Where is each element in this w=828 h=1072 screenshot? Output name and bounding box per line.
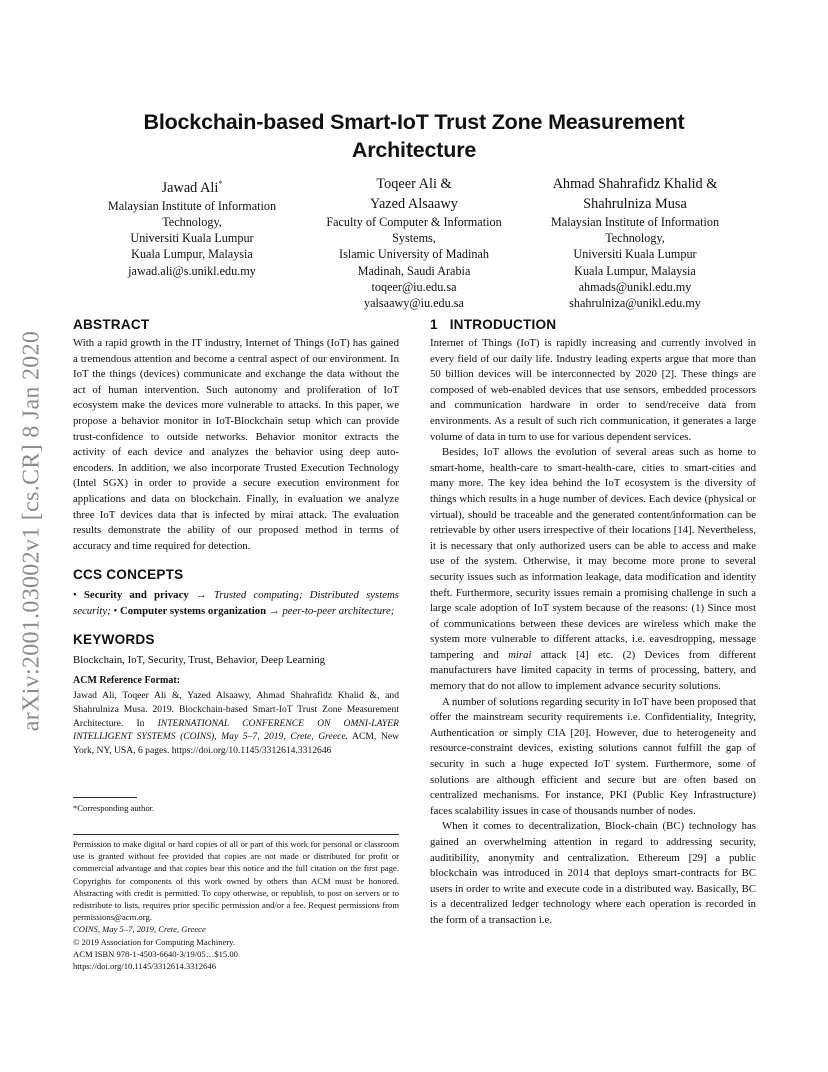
conference-venue: COINS, May 5–7, 2019, Crete, Greece — [73, 924, 206, 935]
author-affiliation: Technology, — [605, 231, 665, 246]
permission-block — [73, 838, 399, 972]
abstract-heading: ABSTRACT — [73, 317, 150, 332]
permission-rule — [73, 834, 399, 835]
author-location: Kuala Lumpur, Malaysia — [131, 247, 253, 262]
author-email[interactable]: ahmads@unikl.edu.my — [578, 279, 692, 294]
keywords-heading: KEYWORDS — [73, 631, 155, 647]
corresponding-author-footnote: *Corresponding author. — [73, 803, 155, 813]
corresponding-mark: * — [218, 179, 223, 188]
paper-title — [0, 108, 828, 164]
ccs-subconcept-1: Trusted computing; Distributed systems security; — [73, 589, 399, 617]
author-affiliation: Malaysian Institute of Information — [550, 215, 720, 229]
ccs-bullet: • — [73, 589, 77, 602]
ccs-concepts — [73, 588, 399, 619]
author-block-2 — [308, 174, 520, 311]
author-university: Universiti Kuala Lumpur — [573, 247, 697, 262]
author-affiliation: Faculty of Computer & Information — [326, 215, 502, 229]
abstract-text: With a rapid growth in the IT industry, Internet of Things (IoT) has gained a tremendous attention and become a central aspect of our environment. In IoT the things (devices) communicate and exchange the data without the act of human intervention. Such autonomy and proliferation of IoT ecosystem make the devices more vulnerable to attacks. In this paper, we propose a behavior monitor in IoT-Blockchain setup which can provide trust-confidence to outside networks. Behavior monitor extracts the activity of each device and analyzes the behavior using deep auto-encoders. In addition, we also incorporate Trusted Execution Technology (Intel SGX) in order to provide a secure execution environment for applications and data on blockchain. Finally, in evaluation we analyze three IoT devices data that is infected by mirai attack. The evaluation results demonstrate the ability of our proposed method in terms of accuracy and time required for detection. — [73, 337, 399, 552]
acm-reference: Jawad Ali, Toqeer Ali &, Yazed Alsaawy, Ahmad Shahrafidz Khalid &, and Shahrulniza Musa. 2019. Blockchain-based Smart-IoT Trust Zone Measurement Architecture. In INTERNATIONAL CONFERENCE ON OMNI-LAYER INTELLIGENT SYSTEMS (COINS), May 5–7, 2019, Crete, Greece. ACM, New York, NY, USA, 6 pages. https://doi.org/10.1145/3312614.3312646 — [73, 690, 399, 757]
footnote-rule — [73, 797, 137, 798]
section-number: 1 — [430, 317, 438, 332]
author-location: Madinah, Saudi Arabia — [357, 263, 471, 278]
author-email[interactable]: toqeer@iu.edu.sa — [371, 279, 457, 294]
right-column — [430, 316, 756, 929]
isbn-text: ACM ISBN 978-1-4503-6640-3/19/05…$15.00 — [73, 948, 238, 959]
author-name: Ahmad Shahrafidz Khalid & — [552, 176, 718, 192]
author-name: Jawad Ali* — [161, 179, 223, 196]
author-name: Toqeer Ali & — [376, 176, 452, 192]
author-email[interactable]: jawad.ali@s.unikl.edu.my — [128, 263, 256, 278]
author-affiliation: Systems, — [392, 231, 436, 246]
permission-text: Permission to make digital or hard copies of all or part of this work for personal or classroom use is granted without fee provided that copies are not made or distributed for profit or commercial advantage and that copies bear this notice and the full citation on the first page. Copyrights for components of this work owned by others than ACM must be honored. Abstracting with credit is permitted. To copy otherwise, or republish, to post on servers or to redistribute to lists, requires prior specific permission and/or a fee. Request permissions from permissions@acm.org. — [73, 839, 399, 923]
ccs-arrow: → — [268, 604, 280, 617]
mirai-term: mirai — [508, 648, 532, 661]
acm-venue: INTERNATIONAL CONFERENCE ON OMNI-LAYER INTELLIGENT SYSTEMS (COINS), May 5–7, 2019, Crete, Greece. — [73, 717, 399, 743]
arxiv-stamp — [16, 298, 48, 764]
author-email[interactable]: yalsaawy@iu.edu.sa — [364, 296, 464, 311]
author-university: Universiti Kuala Lumpur — [130, 231, 254, 246]
author-affiliation: Technology, — [162, 214, 222, 229]
author-university: Islamic University of Madinah — [339, 247, 489, 262]
ccs-bullet: • — [113, 604, 118, 617]
ccs-concept-1: Security and privacy — [83, 589, 189, 602]
intro-heading — [430, 316, 756, 334]
intro-paragraph-3: A number of solutions regarding security in IoT have been proposed that offer the mainstream security requirements i.e. Confidentiality, Integrity, Authentication or simply CIA [20]. However, due to heterogeneity and resource-constraint devices, existing solutions cannot fulfill the gap of security in such a huge expected IoT system. Furthermore, some of solutions are although efficient and secure but are often based on centralized mechanisms. For instance, PKI (Public Key Infrastructure) faces scalability issues in case of thousands number of nodes. — [430, 695, 756, 817]
intro-paragraph-1: Internet of Things (IoT) is rapidly increasing and currently involved in every field of our daily life. Industry leading experts argue that more than 50 billion devices will be interconnected by 2020 [2]. These things are composed of web-enabled devices that use sensors, embedded processors and communication hardware in order to send/receive data from environments. As a result of such rich communication, it generates a large volume of data in turn to use for various dependent services. — [430, 337, 756, 443]
author-name: Yazed Alsaawy — [370, 196, 458, 212]
left-column — [73, 316, 399, 758]
intro-paragraph-4: When it comes to decentralization, Block-chain (BC) technology has gained an overwhelming attention in regard to addressing security, auditibility, anonymity and centralization. Ethereum [29] a public blockchain was introduced in 2014 that deploys smart-contracts for BC users in order to write and execute code in a distributed way. Basically, BC is a decentralized ledger technology where each operation is recorded in the form of a transaction i.e. — [430, 820, 756, 926]
author-email[interactable]: shahrulniza@unikl.edu.my — [569, 296, 701, 311]
author-block-1 — [86, 174, 298, 279]
doi-link[interactable]: https://doi.org/10.1145/3312614.3312646 — [73, 961, 216, 972]
keywords-text: Blockchain, IoT, Security, Trust, Behavior, Deep Learning — [73, 653, 326, 666]
author-location: Kuala Lumpur, Malaysia — [574, 263, 696, 278]
section-title: INTRODUCTION — [449, 317, 557, 332]
acm-format-heading: ACM Reference Format: — [73, 675, 180, 687]
ccs-subconcept-2: peer-to-peer architecture; — [282, 604, 395, 617]
author-name: Shahrulniza Musa — [583, 196, 687, 212]
ccs-concept-2: Computer systems organization — [119, 604, 267, 617]
title-line-1: Blockchain-based Smart-IoT Trust Zone Measurement — [143, 110, 685, 134]
ccs-arrow: → — [195, 589, 207, 602]
ccs-heading: CCS CONCEPTS — [73, 567, 184, 583]
copyright-text: © 2019 Association for Computing Machinery. — [73, 936, 236, 947]
author-affiliation: Malaysian Institute of Information — [107, 198, 277, 213]
arxiv-id: arXiv:2001.03002v1 [cs.CR] 8 Jan 2020 — [18, 330, 45, 732]
title-line-2: Architecture — [351, 138, 477, 162]
author-block-3 — [528, 174, 742, 311]
intro-paragraph-2: Besides, IoT allows the evolution of several areas such as home to smart-home, health-care to smart-health-care, cities to smart-cities and many more. The key idea behind the IoT ecosystem is the diversity of things which results in a huge number of devices. Each device (physical or virtual), should be traceable and the generated content/information can be retrievable by other users irrespective of their locations [14]. Nevertheless, it is necessary that only authorized users can be able to access and make use of the system. Otherwise, it may become more prone to several security issues such as information leakage, data modification and identity theft. Furthermore, security issues remain a promising challenge in such a large scale adoption of IoT system because of the reasons: (1) Since most of communications between these devices are wireless which make the system more vulnerable to different attacks, i.e. eavesdropping, message tampering and mirai attack [4] etc. (2) Devices from different manufacturers have limited capacity in terms of processing, battery, and memory that do not allow to implement advance security solutions. — [430, 446, 756, 693]
